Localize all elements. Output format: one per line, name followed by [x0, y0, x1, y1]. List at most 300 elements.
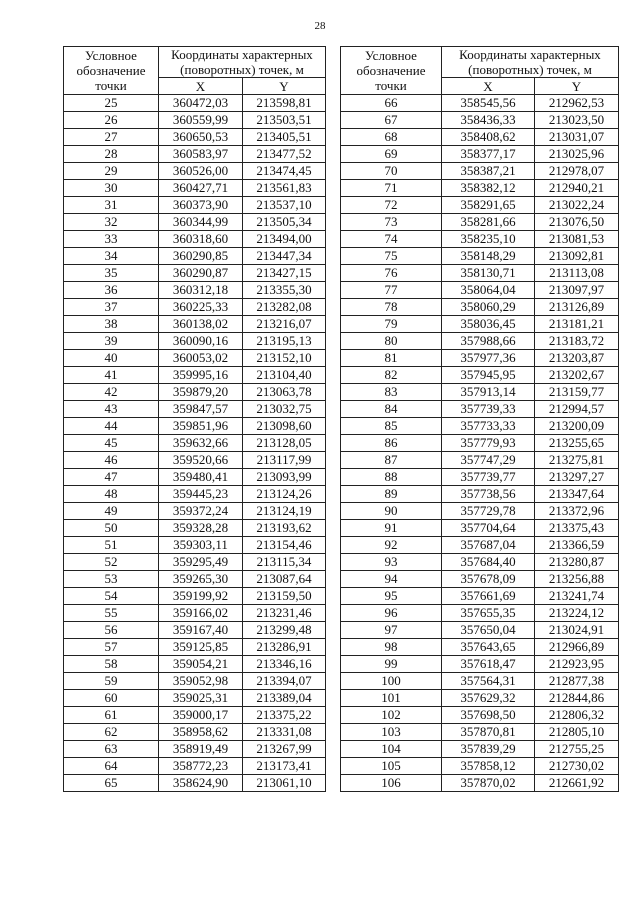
table-row [341, 282, 619, 299]
coord-x: 359054,21 [159, 656, 243, 673]
coordinates-table-right [340, 46, 619, 792]
coord-x: 358036,45 [442, 316, 535, 333]
table-row [64, 503, 326, 520]
point-number: 48 [64, 486, 159, 503]
coord-x: 359328,28 [159, 520, 243, 537]
coord-y: 212966,89 [535, 639, 619, 656]
header-coordinates: Координаты характерных (поворотных) точек, м [159, 47, 326, 78]
table-row [64, 316, 326, 333]
coord-x: 357913,14 [442, 384, 535, 401]
coord-x: 358064,04 [442, 282, 535, 299]
coord-x: 359632,66 [159, 435, 243, 452]
point-number: 28 [64, 146, 159, 163]
header-x: X [159, 78, 243, 95]
point-number: 56 [64, 622, 159, 639]
coord-y: 213267,99 [243, 741, 326, 758]
table-row [341, 435, 619, 452]
table-row [341, 129, 619, 146]
table-row [341, 707, 619, 724]
coord-y: 212978,07 [535, 163, 619, 180]
point-number: 81 [341, 350, 442, 367]
coord-y: 213124,19 [243, 503, 326, 520]
coord-x: 359052,98 [159, 673, 243, 690]
coord-x: 357729,78 [442, 503, 535, 520]
coord-x: 360583,97 [159, 146, 243, 163]
point-number: 38 [64, 316, 159, 333]
table-row [64, 554, 326, 571]
coord-x: 357629,32 [442, 690, 535, 707]
point-number: 31 [64, 197, 159, 214]
coord-x: 357684,40 [442, 554, 535, 571]
coord-y: 213503,51 [243, 112, 326, 129]
table-row [64, 605, 326, 622]
coord-y: 213200,09 [535, 418, 619, 435]
point-number: 49 [64, 503, 159, 520]
point-number: 77 [341, 282, 442, 299]
point-number: 71 [341, 180, 442, 197]
point-number: 35 [64, 265, 159, 282]
coord-y: 213282,08 [243, 299, 326, 316]
table-row [341, 622, 619, 639]
point-number: 58 [64, 656, 159, 673]
table-row [341, 163, 619, 180]
coord-y: 212940,21 [535, 180, 619, 197]
coord-y: 213561,83 [243, 180, 326, 197]
coord-x: 358545,56 [442, 95, 535, 112]
point-number: 94 [341, 571, 442, 588]
coord-y: 213152,10 [243, 350, 326, 367]
point-number: 64 [64, 758, 159, 775]
point-number: 63 [64, 741, 159, 758]
point-number: 44 [64, 418, 159, 435]
coord-y: 213154,46 [243, 537, 326, 554]
coord-y: 213231,46 [243, 605, 326, 622]
table-row [341, 316, 619, 333]
table-row [341, 639, 619, 656]
coord-y: 212805,10 [535, 724, 619, 741]
table-row [64, 588, 326, 605]
coord-x: 360472,03 [159, 95, 243, 112]
coord-y: 213505,34 [243, 214, 326, 231]
coord-x: 357564,31 [442, 673, 535, 690]
point-number: 85 [341, 418, 442, 435]
table-row [341, 503, 619, 520]
coord-y: 213331,08 [243, 724, 326, 741]
coord-x: 358958,62 [159, 724, 243, 741]
coord-x: 359480,41 [159, 469, 243, 486]
coord-y: 213299,48 [243, 622, 326, 639]
point-number: 40 [64, 350, 159, 367]
coord-x: 360290,85 [159, 248, 243, 265]
coord-x: 358772,23 [159, 758, 243, 775]
coord-y: 213224,12 [535, 605, 619, 622]
coord-y: 213159,50 [243, 588, 326, 605]
point-number: 79 [341, 316, 442, 333]
point-number: 95 [341, 588, 442, 605]
coord-x: 357945,95 [442, 367, 535, 384]
coord-y: 213022,24 [535, 197, 619, 214]
point-number: 103 [341, 724, 442, 741]
coord-x: 359000,17 [159, 707, 243, 724]
point-number: 62 [64, 724, 159, 741]
table-row [64, 435, 326, 452]
point-number: 105 [341, 758, 442, 775]
coord-y: 213427,15 [243, 265, 326, 282]
coord-y: 213128,05 [243, 435, 326, 452]
coord-y: 213286,91 [243, 639, 326, 656]
coord-y: 213159,77 [535, 384, 619, 401]
coord-x: 358130,71 [442, 265, 535, 282]
coord-x: 357779,93 [442, 435, 535, 452]
table-row [341, 180, 619, 197]
point-number: 76 [341, 265, 442, 282]
coord-x: 357858,12 [442, 758, 535, 775]
point-number: 69 [341, 146, 442, 163]
header-point-designation: Условное обозначение точки [64, 47, 159, 95]
table-row [341, 231, 619, 248]
point-number: 97 [341, 622, 442, 639]
table-row [64, 163, 326, 180]
coord-x: 357698,50 [442, 707, 535, 724]
table-row [341, 469, 619, 486]
coord-x: 357747,29 [442, 452, 535, 469]
coord-y: 213372,96 [535, 503, 619, 520]
table-row [341, 350, 619, 367]
point-number: 46 [64, 452, 159, 469]
point-number: 96 [341, 605, 442, 622]
table-row [341, 248, 619, 265]
coord-x: 359295,49 [159, 554, 243, 571]
table-row [64, 571, 326, 588]
coord-y: 213193,62 [243, 520, 326, 537]
coord-x: 360526,00 [159, 163, 243, 180]
table-row [64, 418, 326, 435]
header-y: Y [535, 78, 619, 95]
coord-x: 357738,56 [442, 486, 535, 503]
coord-x: 359166,02 [159, 605, 243, 622]
point-number: 39 [64, 333, 159, 350]
table-row [64, 282, 326, 299]
table-row [341, 367, 619, 384]
coord-x: 360290,87 [159, 265, 243, 282]
point-number: 45 [64, 435, 159, 452]
coord-x: 359372,24 [159, 503, 243, 520]
point-number: 51 [64, 537, 159, 554]
coord-y: 213474,45 [243, 163, 326, 180]
coord-y: 213173,41 [243, 758, 326, 775]
coord-y: 212962,53 [535, 95, 619, 112]
table-row [341, 605, 619, 622]
coord-y: 213104,40 [243, 367, 326, 384]
table-row [64, 724, 326, 741]
table-row [341, 333, 619, 350]
coord-x: 358377,17 [442, 146, 535, 163]
table-row [64, 520, 326, 537]
table-row [64, 95, 326, 112]
point-number: 93 [341, 554, 442, 571]
coord-y: 213032,75 [243, 401, 326, 418]
coord-y: 213346,16 [243, 656, 326, 673]
coord-y: 213405,51 [243, 129, 326, 146]
coord-x: 357661,69 [442, 588, 535, 605]
coord-x: 359199,92 [159, 588, 243, 605]
header-coordinates: Координаты характерных (поворотных) точек, м [442, 47, 619, 78]
coord-x: 357870,02 [442, 775, 535, 792]
table-row [341, 571, 619, 588]
table-row [341, 214, 619, 231]
coord-y: 213097,97 [535, 282, 619, 299]
coord-y: 212806,32 [535, 707, 619, 724]
point-number: 70 [341, 163, 442, 180]
point-number: 30 [64, 180, 159, 197]
coord-x: 357870,81 [442, 724, 535, 741]
point-number: 29 [64, 163, 159, 180]
coord-y: 212994,57 [535, 401, 619, 418]
point-number: 92 [341, 537, 442, 554]
coord-y: 213447,34 [243, 248, 326, 265]
coord-x: 360559,99 [159, 112, 243, 129]
table-row [64, 452, 326, 469]
table-row [64, 367, 326, 384]
table-row [64, 248, 326, 265]
table-row [341, 520, 619, 537]
page-number: 28 [314, 20, 326, 32]
point-number: 100 [341, 673, 442, 690]
point-number: 61 [64, 707, 159, 724]
header-y: Y [243, 78, 326, 95]
table-row [341, 265, 619, 282]
coord-x: 359520,66 [159, 452, 243, 469]
coord-y: 213202,67 [535, 367, 619, 384]
coord-y: 213093,99 [243, 469, 326, 486]
point-number: 52 [64, 554, 159, 571]
coord-x: 360053,02 [159, 350, 243, 367]
point-number: 43 [64, 401, 159, 418]
coord-y: 213124,26 [243, 486, 326, 503]
point-number: 75 [341, 248, 442, 265]
coord-y: 213183,72 [535, 333, 619, 350]
point-number: 41 [64, 367, 159, 384]
coord-x: 360318,60 [159, 231, 243, 248]
point-number: 37 [64, 299, 159, 316]
coord-y: 212730,02 [535, 758, 619, 775]
table-body-left [64, 95, 326, 792]
table-row [341, 656, 619, 673]
coord-y: 213216,07 [243, 316, 326, 333]
coord-y: 213117,99 [243, 452, 326, 469]
coord-y: 213063,78 [243, 384, 326, 401]
coord-y: 213023,50 [535, 112, 619, 129]
coord-y: 213126,89 [535, 299, 619, 316]
table-row [341, 197, 619, 214]
coord-x: 358436,33 [442, 112, 535, 129]
coord-y: 213537,10 [243, 197, 326, 214]
point-number: 82 [341, 367, 442, 384]
coord-x: 360427,71 [159, 180, 243, 197]
coord-x: 360373,90 [159, 197, 243, 214]
coord-x: 357739,77 [442, 469, 535, 486]
coord-x: 359851,96 [159, 418, 243, 435]
coord-y: 213181,21 [535, 316, 619, 333]
coord-x: 358148,29 [442, 248, 535, 265]
coord-x: 358235,10 [442, 231, 535, 248]
coord-y: 213203,87 [535, 350, 619, 367]
coord-x: 357977,36 [442, 350, 535, 367]
coord-x: 359167,40 [159, 622, 243, 639]
point-number: 101 [341, 690, 442, 707]
table-row [341, 146, 619, 163]
table-row [64, 707, 326, 724]
coord-y: 213375,22 [243, 707, 326, 724]
point-number: 67 [341, 112, 442, 129]
point-number: 102 [341, 707, 442, 724]
coord-y: 212923,95 [535, 656, 619, 673]
table-row [64, 180, 326, 197]
header-point-designation: Условное обозначение точки [341, 47, 442, 95]
table-row [64, 673, 326, 690]
point-number: 36 [64, 282, 159, 299]
table-row [64, 214, 326, 231]
coord-x: 358382,12 [442, 180, 535, 197]
table-row [341, 554, 619, 571]
coord-y: 213477,52 [243, 146, 326, 163]
coord-y: 213297,27 [535, 469, 619, 486]
table-row [341, 741, 619, 758]
coord-x: 360650,53 [159, 129, 243, 146]
point-number: 59 [64, 673, 159, 690]
header-x: X [442, 78, 535, 95]
coord-y: 213347,64 [535, 486, 619, 503]
coord-x: 357618,47 [442, 656, 535, 673]
coord-x: 357650,04 [442, 622, 535, 639]
table-row [341, 384, 619, 401]
coord-x: 357687,04 [442, 537, 535, 554]
point-number: 98 [341, 639, 442, 656]
point-number: 34 [64, 248, 159, 265]
table-row [341, 724, 619, 741]
point-number: 32 [64, 214, 159, 231]
coord-y: 212661,92 [535, 775, 619, 792]
point-number: 55 [64, 605, 159, 622]
table-row [341, 758, 619, 775]
point-number: 78 [341, 299, 442, 316]
table-row [64, 265, 326, 282]
point-number: 65 [64, 775, 159, 792]
coord-x: 358919,49 [159, 741, 243, 758]
table-row [64, 146, 326, 163]
coord-x: 358387,21 [442, 163, 535, 180]
table-row [64, 231, 326, 248]
coord-x: 357988,66 [442, 333, 535, 350]
point-number: 87 [341, 452, 442, 469]
point-number: 47 [64, 469, 159, 486]
table-row [64, 197, 326, 214]
table-row [341, 673, 619, 690]
point-number: 72 [341, 197, 442, 214]
coord-y: 213255,65 [535, 435, 619, 452]
table-row [64, 741, 326, 758]
coord-x: 359995,16 [159, 367, 243, 384]
coord-x: 360225,33 [159, 299, 243, 316]
point-number: 68 [341, 129, 442, 146]
coord-y: 213280,87 [535, 554, 619, 571]
coord-y: 213087,64 [243, 571, 326, 588]
coord-x: 358624,90 [159, 775, 243, 792]
coord-x: 359879,20 [159, 384, 243, 401]
coord-x: 360138,02 [159, 316, 243, 333]
coord-x: 359025,31 [159, 690, 243, 707]
point-number: 86 [341, 435, 442, 452]
table-row [64, 401, 326, 418]
coord-y: 213598,81 [243, 95, 326, 112]
coord-y: 213366,59 [535, 537, 619, 554]
coord-x: 358291,65 [442, 197, 535, 214]
coord-x: 360090,16 [159, 333, 243, 350]
table-row [64, 384, 326, 401]
point-number: 74 [341, 231, 442, 248]
table-row [64, 656, 326, 673]
table-row [341, 299, 619, 316]
point-number: 84 [341, 401, 442, 418]
table-row [64, 758, 326, 775]
table-row [64, 639, 326, 656]
table-row [341, 418, 619, 435]
table-row [341, 95, 619, 112]
table-row [64, 622, 326, 639]
point-number: 99 [341, 656, 442, 673]
point-number: 88 [341, 469, 442, 486]
coord-x: 360344,99 [159, 214, 243, 231]
coord-y: 213098,60 [243, 418, 326, 435]
coord-y: 213113,08 [535, 265, 619, 282]
coord-y: 213241,74 [535, 588, 619, 605]
coord-x: 357704,64 [442, 520, 535, 537]
coord-x: 359125,85 [159, 639, 243, 656]
coord-x: 357655,35 [442, 605, 535, 622]
point-number: 60 [64, 690, 159, 707]
coord-y: 213389,04 [243, 690, 326, 707]
point-number: 25 [64, 95, 159, 112]
coord-x: 360312,18 [159, 282, 243, 299]
table-row [341, 452, 619, 469]
coord-y: 213256,88 [535, 571, 619, 588]
table-row [64, 129, 326, 146]
coord-x: 358281,66 [442, 214, 535, 231]
table-row [64, 690, 326, 707]
point-number: 33 [64, 231, 159, 248]
table-row [64, 350, 326, 367]
coord-x: 357839,29 [442, 741, 535, 758]
table-row [341, 486, 619, 503]
coord-y: 213076,50 [535, 214, 619, 231]
coord-y: 213024,91 [535, 622, 619, 639]
point-number: 42 [64, 384, 159, 401]
point-number: 26 [64, 112, 159, 129]
table-row [341, 775, 619, 792]
coord-y: 213275,81 [535, 452, 619, 469]
point-number: 80 [341, 333, 442, 350]
coord-x: 357678,09 [442, 571, 535, 588]
point-number: 50 [64, 520, 159, 537]
point-number: 104 [341, 741, 442, 758]
coord-y: 212844,86 [535, 690, 619, 707]
point-number: 53 [64, 571, 159, 588]
coord-x: 357643,65 [442, 639, 535, 656]
table-body-right [341, 95, 619, 792]
coord-x: 357739,33 [442, 401, 535, 418]
coord-x: 357733,33 [442, 418, 535, 435]
table-row [341, 401, 619, 418]
